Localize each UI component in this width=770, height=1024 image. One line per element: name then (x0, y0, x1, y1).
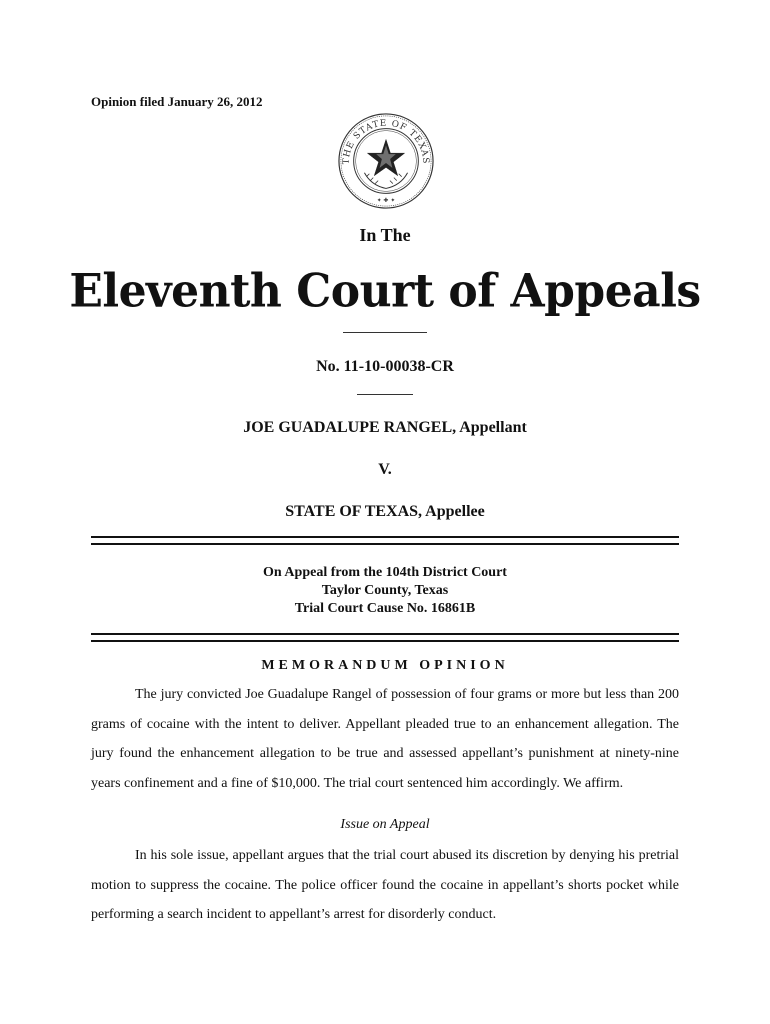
appellee-line: STATE OF TEXAS, Appellee (285, 503, 485, 520)
in-the-heading: In The (359, 225, 411, 245)
paragraph-1-text: The jury convicted Joe Guadalupe Rangel of possession of four grams or more but less than 200 grams of cocaine with the intent to deliver. Appellant pleaded true to an enhancement allegation. The jury found the enhancement allegation to be true and assessed appellant’s punishment at ninety-nine years confinement and a fine of $10,000. The trial court sentenced him accordingly. We affirm. (91, 687, 679, 791)
versus-line: V. (378, 461, 392, 478)
divider (343, 332, 427, 333)
svg-text:✦ ✚ ✦: ✦ ✚ ✦ (376, 198, 396, 205)
texas-seal-icon (337, 112, 435, 210)
divider (357, 394, 413, 395)
appeal-court-line: On Appeal from the 104th District Court (263, 565, 507, 580)
appeal-county-line: Taylor County, Texas (321, 583, 449, 598)
court-name: Eleventh Court of Appeals (69, 264, 701, 319)
opinion-paragraph-2 (91, 841, 679, 930)
case-number: No. 11-10-00038-CR (316, 358, 454, 375)
double-divider-bottom (91, 633, 679, 642)
opinion-title: MEMORANDUM OPINION (261, 658, 509, 673)
section-heading: Issue on Appeal (340, 817, 430, 832)
appellant-line: JOE GUADALUPE RANGEL, Appellant (243, 419, 527, 436)
svg-text:THE STATE OF TEXAS: THE STATE OF TEXAS (341, 118, 431, 165)
appeal-info (0, 564, 770, 618)
appeal-cause-line: Trial Court Cause No. 16861B (294, 601, 476, 616)
double-divider-top (91, 536, 679, 545)
opinion-paragraph-1 (91, 680, 679, 798)
paragraph-2-text: In his sole issue, appellant argues that the trial court abused its discretion by denying his pretrial motion to suppress the cocaine. The police officer found the cocaine in appellant’s shorts pocket while performing a search incident to appellant’s arrest for disorderly conduct. (91, 848, 679, 922)
filed-date: Opinion filed January 26, 2012 (91, 94, 263, 109)
